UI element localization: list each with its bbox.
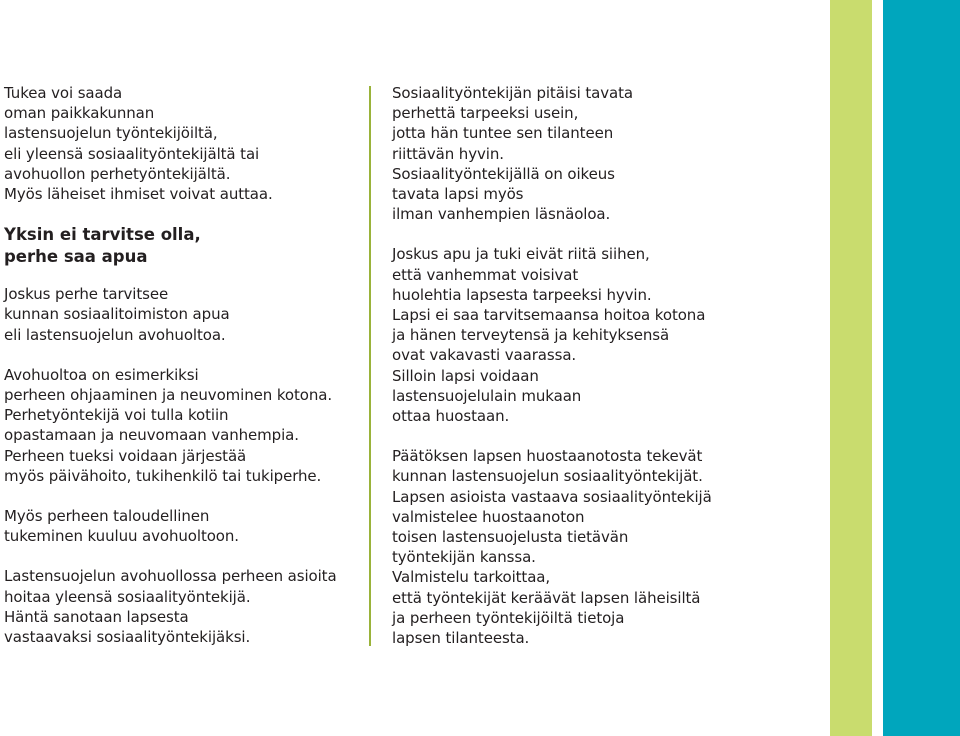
text-line: eli lastensuojelun avohuoltoa. [4,325,226,344]
text-line: Lapsi ei saa tarvitsemaansa hoitoa kotona [392,306,706,325]
text-line: Perheen tueksi voidaan järjestää [4,446,247,465]
text-line: riittävän hyvin. [392,144,504,163]
text-line: avohuollon perhetyöntekijältä. [4,164,231,183]
text-line: tukeminen kuuluu avohuoltoon. [4,527,239,546]
text-line: huolehtia lapsesta tarpeeksi hyvin. [392,285,652,304]
text-line: Tukea voi saada [4,84,123,102]
text-line: Yksin ei tarvitse olla, [4,225,201,245]
text-line: ottaa huostaan. [392,407,510,426]
text-line: Myös perheen taloudellinen [4,507,210,526]
text-line: kunnan lastensuojelun sosiaalityöntekijät. [392,467,703,486]
text-line: työntekijän kanssa. [392,548,536,567]
text-line: valmistelee huostaanoton [392,507,585,526]
right-column [392,83,822,648]
intro-paragraph [4,83,364,204]
text-line: ovat vakavasti vaarassa. [392,346,577,365]
text-line: jotta hän tuntee sen tilanteen [392,124,614,143]
paragraph-sosiaalityontekija [4,566,364,647]
text-line: perheen ohjaaminen ja neuvominen kotona. [4,386,332,405]
text-line: hoitaa yleensä sosiaalityöntekijä. [4,587,251,606]
text-line: oman paikkakunnan [4,104,155,123]
text-line: ja hänen terveytensä ja kehityksensä [392,326,670,345]
text-line: opastamaan ja neuvomaan vanhempia. [4,426,299,445]
text-line: Myös läheiset ihmiset voivat auttaa. [4,185,273,204]
paragraph-tapaamiset [392,83,822,224]
text-line: Perhetyöntekijä voi tulla kotiin [4,406,229,425]
section-heading [4,224,364,268]
paragraph-huostaanotto-syy [392,244,822,426]
text-line: tavata lapsi myös [392,185,524,204]
text-line: Lastensuojelun avohuollossa perheen asioita [4,567,337,586]
text-line: Joskus perhe tarvitsee [4,285,169,304]
text-line: vastaavaksi sosiaalityöntekijäksi. [4,628,251,647]
decorative-stripe-green [830,0,872,736]
text-line: että työntekijät keräävät lapsen läheisiltä [392,588,701,607]
text-line: Häntä sanotaan lapsesta [4,607,189,626]
text-line: perhettä tarpeeksi usein, [392,104,579,123]
text-line: Valmistelu tarkoittaa, [392,568,551,587]
text-line: Lapsen asioista vastaava sosiaalityöntekijä [392,487,712,506]
text-line: Silloin lapsi voidaan [392,366,539,385]
text-line: Joskus apu ja tuki eivät riitä siihen, [392,245,650,264]
text-line: lastensuojelulain mukaan [392,386,582,405]
text-line: Sosiaalityöntekijällä on oikeus [392,164,615,183]
text-line: toisen lastensuojelusta tietävän [392,528,629,547]
text-line: myös päivähoito, tukihenkilö tai tukiperhe. [4,466,322,485]
paragraph-perhe-tarvitsee [4,284,364,345]
text-line: Avohuoltoa on esimerkiksi [4,365,199,384]
decorative-stripe-teal [883,0,960,736]
column-divider [369,86,371,646]
paragraph-taloudellinen-tuki [4,506,364,546]
paragraph-paatos [392,446,822,648]
text-line: lastensuojelun työntekijöiltä, [4,124,218,143]
text-line: että vanhemmat voisivat [392,265,579,284]
text-line: ja perheen työntekijöiltä tietoja [392,608,625,627]
text-line: Sosiaalityöntekijän pitäisi tavata [392,84,633,102]
left-column [4,83,364,647]
paragraph-avohuolto-esimerkit [4,365,364,486]
text-line: ilman vanhempien läsnäoloa. [392,205,611,224]
text-line: eli yleensä sosiaalityöntekijältä tai [4,144,260,163]
text-line: kunnan sosiaalitoimiston apua [4,305,230,324]
text-line: lapsen tilanteesta. [392,629,530,648]
text-line: perhe saa apua [4,247,148,267]
text-line: Päätöksen lapsen huostaanotosta tekevät [392,447,703,466]
